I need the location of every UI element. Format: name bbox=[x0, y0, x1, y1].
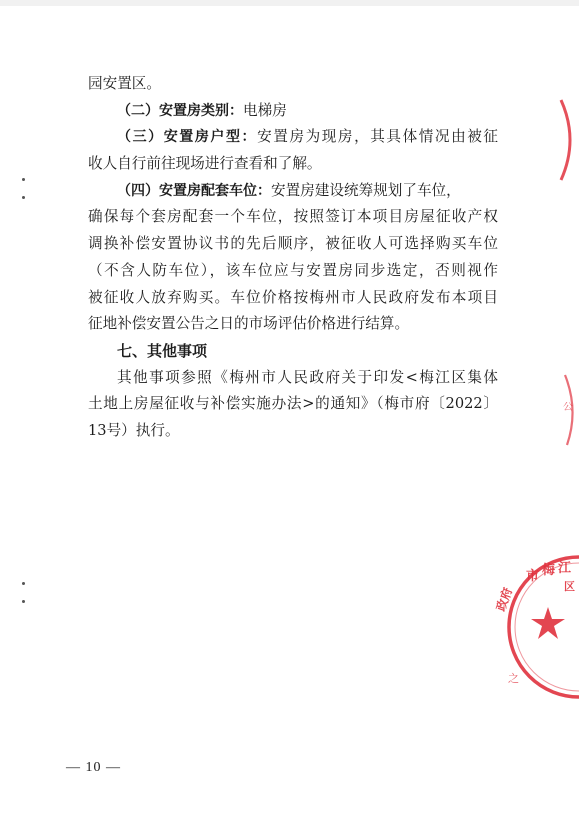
text-line: 确保每个套房配套一个车位，按照签订本项目房屋征收产权 bbox=[88, 208, 498, 226]
text-line: （不含人防车位），该车位应与安置房同步选定，否则视作 bbox=[88, 261, 498, 279]
text-line: 园安置区。 bbox=[88, 75, 161, 92]
svg-text:公: 公 bbox=[563, 402, 573, 413]
section-heading: 七、其他事项 bbox=[117, 341, 208, 360]
text-line: （二）安置房类别：电梯房 bbox=[117, 101, 287, 119]
section-label: （四）安置房配套车位： bbox=[117, 182, 271, 199]
section-label: （三）安置房户型： bbox=[117, 129, 258, 146]
seal-edge-mark bbox=[531, 95, 579, 185]
svg-text:之: 之 bbox=[508, 672, 519, 685]
document-body bbox=[88, 71, 498, 445]
binding-hole-mark bbox=[22, 196, 25, 199]
seal-edge-mark-small bbox=[557, 370, 579, 450]
text-line: 收人自行前往现场进行查看和了解。 bbox=[88, 155, 322, 173]
page-top-edge bbox=[0, 0, 579, 6]
text-line: 被征收人放弃购买。车位价格按梅州市人民政府发布本项目 bbox=[88, 288, 498, 306]
text-line: 土地上房屋征收与补偿实施办法>的通知》（梅市府〔2022〕 bbox=[88, 395, 498, 413]
svg-text:政府: 政府 bbox=[493, 585, 516, 614]
binding-hole-mark bbox=[22, 582, 25, 585]
binding-hole-mark bbox=[22, 178, 25, 181]
text-line: 征地补偿安置公告之日的市场评估价格进行结算。 bbox=[88, 315, 410, 333]
svg-text:市 梅 江 区: 市 梅 江 区 bbox=[526, 561, 575, 593]
text-line: 13号）执行。 bbox=[88, 421, 180, 439]
text-line: （三）安置房户型：安置房为现房，其具体情况由被征 bbox=[117, 128, 498, 146]
text-line: 其他事项参照《梅州市人民政府关于印发<梅江区集体 bbox=[117, 368, 498, 386]
section-label: （二）安置房类别： bbox=[117, 102, 243, 119]
page-number: — 10 — bbox=[66, 760, 121, 775]
text-line: （四）安置房配套车位：安置房建设统筹规划了车位， bbox=[117, 181, 461, 199]
official-seal bbox=[486, 552, 579, 702]
binding-hole-mark bbox=[22, 600, 25, 603]
text-line: 调换补偿安置协议书的先后顺序，被征收人可选择购买车位 bbox=[88, 235, 498, 253]
